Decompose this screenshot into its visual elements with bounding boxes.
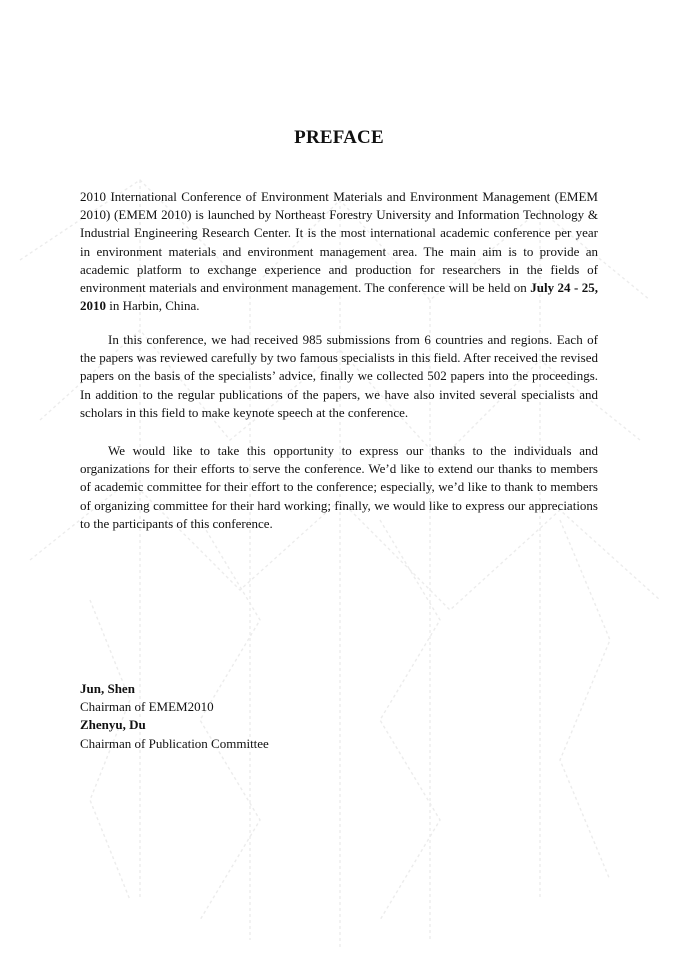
signatory-role: Chairman of EMEM2010 xyxy=(80,699,214,715)
intro-paragraph xyxy=(80,188,598,315)
intro-text: 2010 International Conference of Environment Materials and Environment Management (EMEM 2010) (EMEM 2010) is launched by Northeast Forestry University and Information Technology & Industrial Engineering Research Center. It is the most international academic conference per year in environment materials and environment management area. The main aim is to provide an academic platform to exchange experience and production for researchers in the fields of environment materials and environment management. The conference will be held on xyxy=(80,189,598,296)
signatory-role: Chairman of Publication Committee xyxy=(80,735,269,751)
thanks-paragraph: We would like to take this opportunity to express our thanks to the individuals and organizations for their efforts to serve the conference. We’d like to extend our thanks to members of academic committee for their effort to the conference; especially, we’d like to thank to members of organizing committee for their hard working; finally, we would like to express our appreciations to the participants of this conference. xyxy=(80,443,598,531)
intro-text-end: in Harbin, China. xyxy=(106,298,200,314)
conference-date: July 24 - 25, 2010 xyxy=(80,280,599,314)
signatory-name: Zhenyu, Du xyxy=(80,717,146,733)
signatory-name: Jun, Shen xyxy=(80,681,135,696)
signature-block xyxy=(80,680,598,753)
page-title: PREFACE xyxy=(294,127,384,148)
submissions-paragraph: In this conference, we had received 985 submissions from 6 countries and regions. Each of the papers was reviewed carefully by two famous specialists in this field. After received the revised papers on the basis of the specialists’ advice, finally we collected 502 papers into the proceedings. In addition to the regular publications of the papers, we have also invited several specialists and scholars in this field to make keynote speech at the conference. xyxy=(80,332,598,420)
